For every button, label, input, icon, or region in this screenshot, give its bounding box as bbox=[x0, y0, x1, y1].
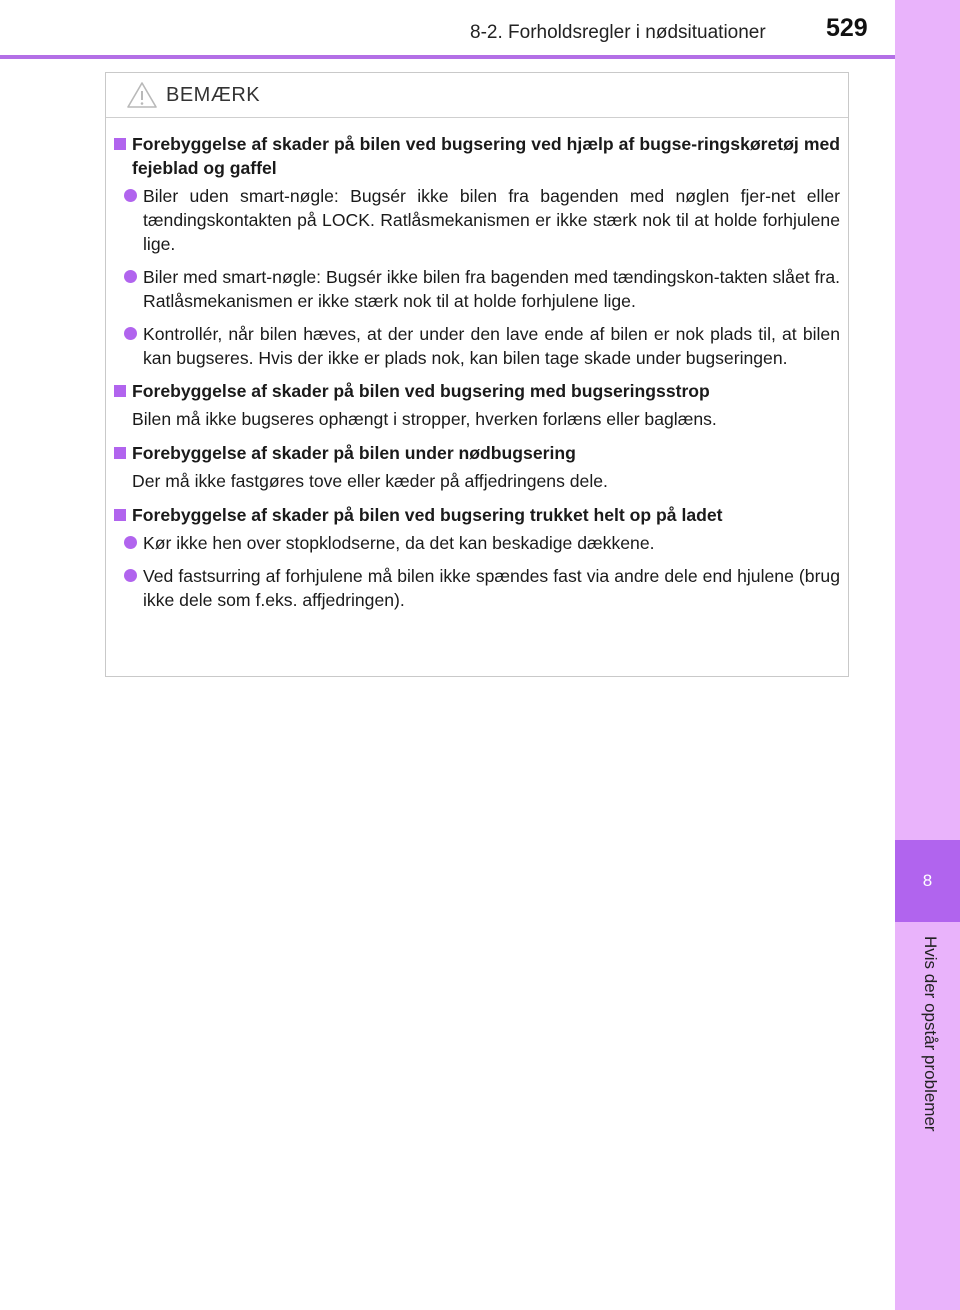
list-item: Kør ikke hen over stopklodserne, da det kan beskadige dækkene. bbox=[124, 531, 840, 555]
square-bullet-icon bbox=[114, 447, 126, 459]
circle-bullet-icon bbox=[124, 189, 137, 202]
section-heading: Forebyggelse af skader på bilen ved bugsering ved hjælp af bugse-ringskøretøj med fejeblad og gaffel bbox=[114, 132, 840, 180]
section-heading: Forebyggelse af skader på bilen ved bugsering trukket helt op på ladet bbox=[114, 503, 840, 527]
section-heading: Forebyggelse af skader på bilen under nødbugsering bbox=[114, 441, 840, 465]
circle-bullet-icon bbox=[124, 536, 137, 549]
section-heading: Forebyggelse af skader på bilen ved bugsering med bugseringsstrop bbox=[114, 379, 840, 403]
square-bullet-icon bbox=[114, 385, 126, 397]
circle-bullet-icon bbox=[124, 569, 137, 582]
square-bullet-icon bbox=[114, 138, 126, 150]
list-item: Biler uden smart-nøgle: Bugsér ikke bilen fra bagenden med nøglen fjer-net eller tændingskontakten på LOCK. Ratlåsmekanismen er ikke stærk nok til at holde forhjulene lige. bbox=[124, 184, 840, 256]
chapter-number-badge: 8 bbox=[895, 840, 960, 922]
header-divider bbox=[0, 55, 895, 59]
notice-title: BEMÆRK bbox=[166, 83, 261, 106]
warning-triangle-icon bbox=[126, 81, 158, 109]
notice-box bbox=[105, 72, 849, 677]
page-number: 529 bbox=[826, 14, 868, 42]
list-item: Biler med smart-nøgle: Bugsér ikke bilen fra bagenden med tændingskon-takten slået fra. Ratlåsmekanismen er ikke stærk nok til at holde forhjulene lige. bbox=[124, 265, 840, 313]
notice-header bbox=[106, 73, 848, 118]
list-item: Ved fastsurring af forhjulene må bilen ikke spændes fast via andre dele end hjulene (brug ikke dele som f.eks. affjedringen). bbox=[124, 564, 840, 612]
section-text: Bilen må ikke bugseres ophængt i stropper, hverken forlæns eller baglæns. bbox=[132, 409, 717, 429]
list-item: Kontrollér, når bilen hæves, at der under den lave ende af bilen er nok plads til, at bilen kan bugseres. Hvis der ikke er plads nok, kan bilen tage skade under bugseringen. bbox=[124, 322, 840, 370]
notice-body bbox=[106, 118, 848, 612]
circle-bullet-icon bbox=[124, 327, 137, 340]
chapter-side-label: Hvis der opstår problemer bbox=[921, 936, 940, 1132]
section-text: Der må ikke fastgøres tove eller kæder på affjedringens dele. bbox=[132, 471, 608, 491]
section-title: 8-2. Forholdsregler i nødsituationer bbox=[470, 22, 766, 43]
circle-bullet-icon bbox=[124, 270, 137, 283]
square-bullet-icon bbox=[114, 509, 126, 521]
